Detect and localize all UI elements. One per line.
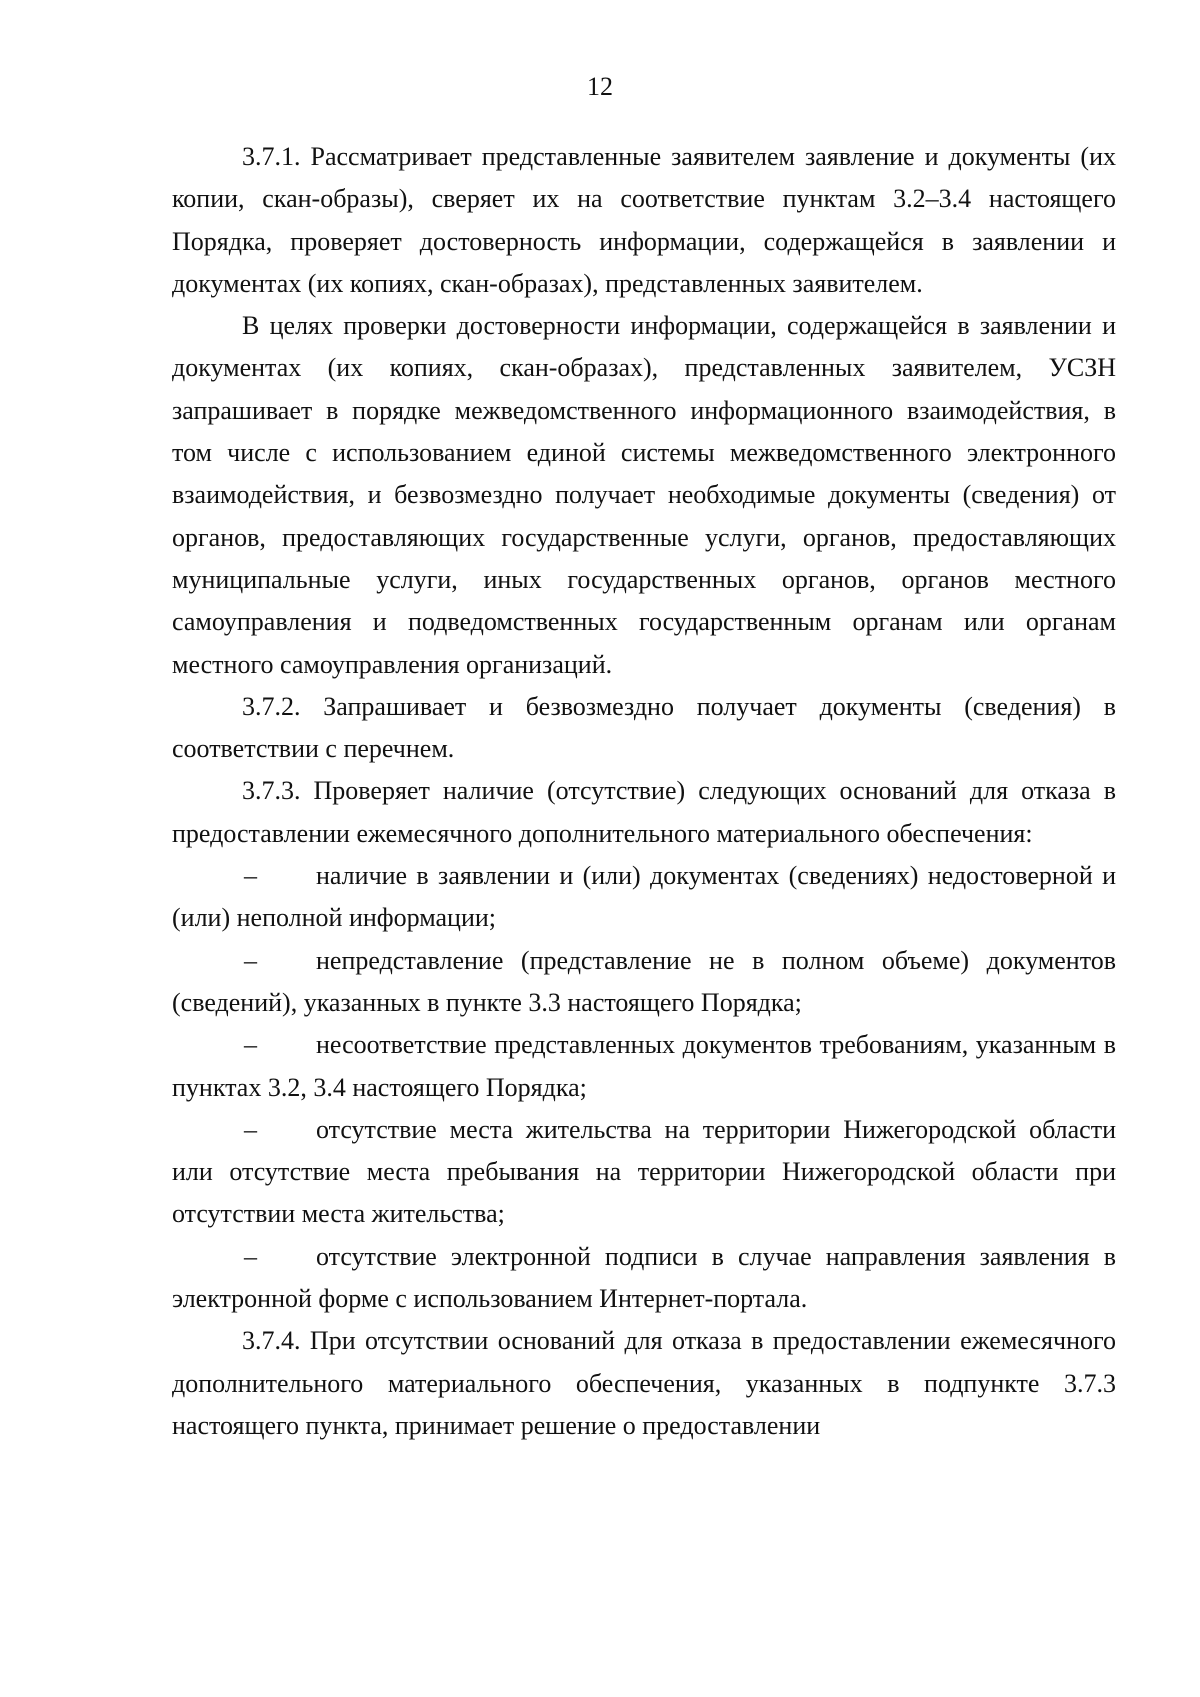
list-item [172, 1236, 1116, 1321]
paragraph-3-7-1: 3.7.1. Рассматривает представленные заявителем заявление и документы (их копии, скан-образы), сверяет их на соответствие пунктам 3.2–3.4 настоящего Порядка, проверяет достоверность информации, содержащейся в заявлении и документах (их копиях, скан-образах), представленных заявителем. [172, 142, 1116, 298]
dash-marker: – [244, 1030, 257, 1060]
paragraph-3-7-2: 3.7.2. Запрашивает и безвозмездно получает документы (сведения) в соответствии с перечнем. [172, 691, 1116, 764]
list-item-text: отсутствие места жительства на территории Нижегородской области или отсутствие места пребывания на территории Нижегородской области при отсутствии места жительства; [172, 1114, 1116, 1229]
dash-marker: – [244, 861, 257, 891]
list-item-text: несоответствие представленных документов требованиям, указанным в пунктах 3.2, 3.4 настоящего Порядка; [172, 1030, 1116, 1102]
list-item [172, 1024, 1116, 1109]
refusal-grounds-list [172, 855, 1116, 1320]
list-item [172, 855, 1116, 940]
document-body [172, 136, 1116, 1447]
paragraph-3-7-3: 3.7.3. Проверяет наличие (отсутствие) следующих оснований для отказа в предоставлении ежемесячного дополнительного материального обеспечения: [172, 776, 1116, 848]
dash-marker: – [244, 1114, 257, 1144]
list-item-text: отсутствие электронной подписи в случае направления заявления в электронной форме с использованием Интернет-портала. [172, 1241, 1116, 1314]
list-item [172, 1109, 1116, 1236]
list-item-text: непредставление (представление не в полном объеме) документов (сведений), указанных в пункте 3.3 настоящего Порядка; [172, 945, 1116, 1017]
list-item-text: наличие в заявлении и (или) документах (сведениях) недостоверной и (или) неполной информации; [172, 861, 1116, 933]
dash-marker: – [244, 1241, 257, 1271]
paragraph-verification: В целях проверки достоверности информации, содержащейся в заявлении и документах (их копиях, скан-образах), представленных заявителем, УСЗН запрашивает в порядке межведомственного информационного взаимодействия, в том числе с использованием единой системы межведомственного электронного взаимодействия, и безвозмездно получает необходимые документы (сведения) от органов, предоставляющих государственные услуги, органов, предоставляющих муниципальные услуги, иных государственных органов, органов местного самоуправления и подведомственных государственным органам или органам местного самоуправления организаций. [172, 311, 1116, 679]
page-number: 12 [587, 72, 613, 101]
dash-marker: – [244, 945, 257, 975]
list-item [172, 940, 1116, 1025]
paragraph-3-7-4: 3.7.4. При отсутствии оснований для отказа в предоставлении ежемесячного дополнительного материального обеспечения, указанных в подпункте 3.7.3 настоящего пункта, принимает решение о предоставлении [172, 1326, 1116, 1440]
